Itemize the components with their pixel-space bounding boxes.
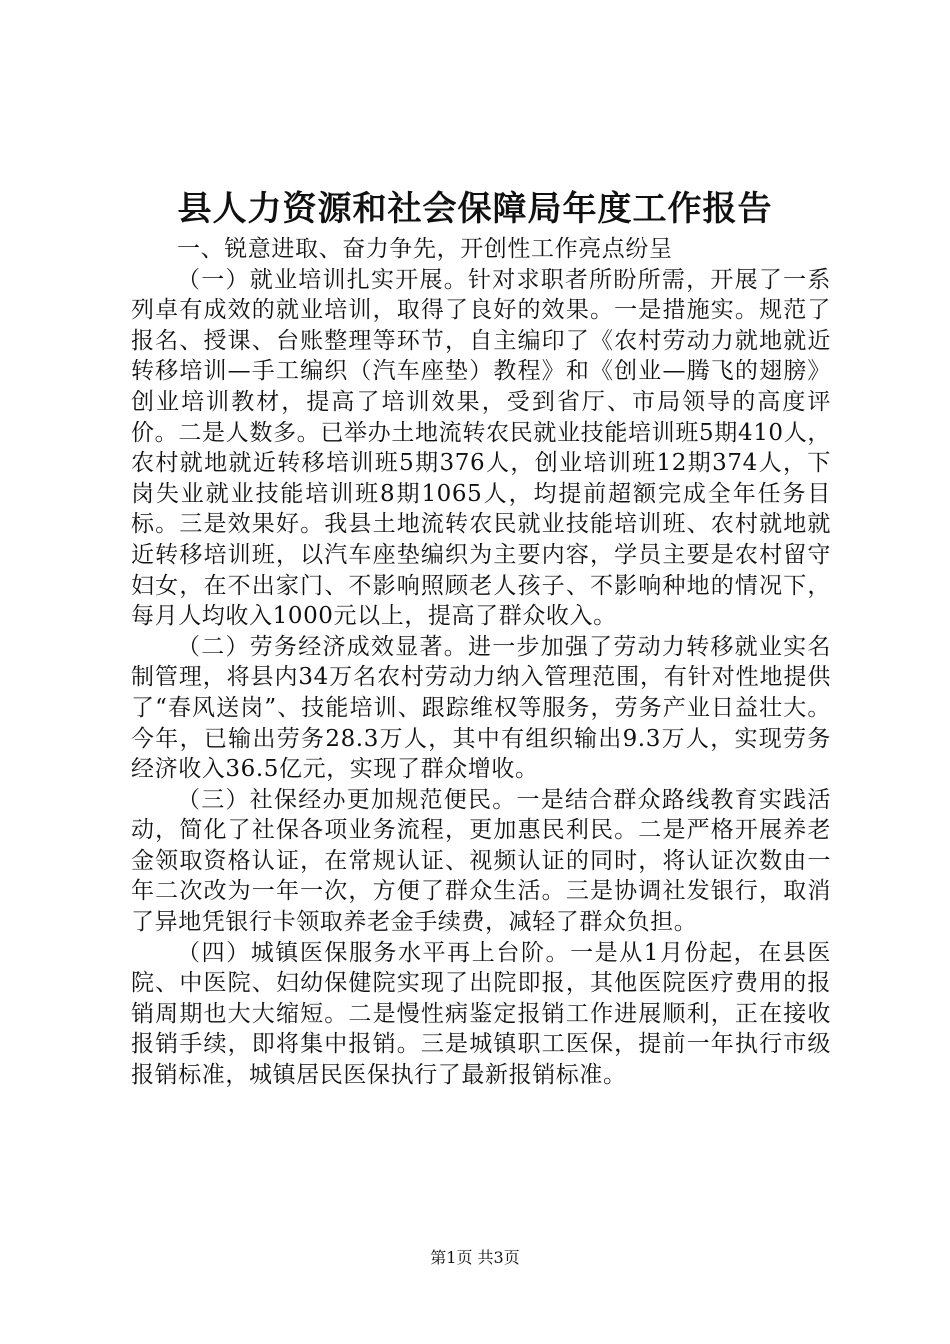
section-heading: 一、锐意进取、奋力争先，开创性工作亮点纷呈 xyxy=(177,236,673,262)
page-number-footer: 第1页 共3页 xyxy=(430,1248,520,1267)
paragraph-social-security: （三）社保经办更加规范便民。一是结合群众路线教育实践活动，简化了社保各项业务流程，更加惠民利民。二是严格开展养老金领取资格认证，在常规认证、视频认证的同时，将认证次数由一年二次改为一年一次，方便了群众生活。三是协调社发银行，取消了异地凭银行卡领取养老金手续费，减轻了群众负担。 xyxy=(131,786,831,936)
paragraph-employment-training: （一）就业培训扎实开展。针对求职者所盼所需，开展了一系列卓有成效的就业培训，取得了良好的效果。一是措施实。规范了报名、授课、台账整理等环节，自主编印了《农村劳动力就地就近转移培训—手工编织（汽车座垫）教程》和《创业—腾飞的翅膀》创业培训教材，提高了培训效果，受到省厅、市局领导的高度评价。二是人数多。已举办土地流转农民就业技能培训班5期410人，农村就地就近转移培训班5期376人，创业培训班12期374人，下岗失业就业技能培训班8期1065人，均提前超额完成全年任务目标。三是效果好。我县土地流转农民就业技能培训班、农村就地就近转移培训班，以汽车座垫编织为主要内容，学员主要是农村留守妇女，在不出家门、不影响照顾老人孩子、不影响种地的情况下，每月人均收入1000元以上，提高了群众收入。 xyxy=(131,266,831,630)
paragraph-labor-economy: （二）劳务经济成效显著。进一步加强了劳动力转移就业实名制管理，将县内34万名农村劳动力纳入管理范围，有针对性地提供了“春风送岗”、技能培训、跟踪维权等服务，劳务产业日益壮大。今年，已输出劳务28.3万人，其中有组织输出9.3万人，实现劳务经济收入36.5亿元，实现了群众增收。 xyxy=(131,633,831,783)
document-title: 县人力资源和社会保障局年度工作报告 xyxy=(177,189,773,229)
paragraph-medical-insurance: （四）城镇医保服务水平再上台阶。一是从1月份起，在县医院、中医院、妇幼保健院实现了出院即报，其他医院医疗费用的报销周期也大大缩短。二是慢性病鉴定报销工作进展顺利，正在接收报销手续，即将集中报销。三是城镇职工医保，提前一年执行市级报销标准，城镇居民医保执行了最新报销标准。 xyxy=(131,939,831,1089)
document-body xyxy=(131,234,831,1091)
